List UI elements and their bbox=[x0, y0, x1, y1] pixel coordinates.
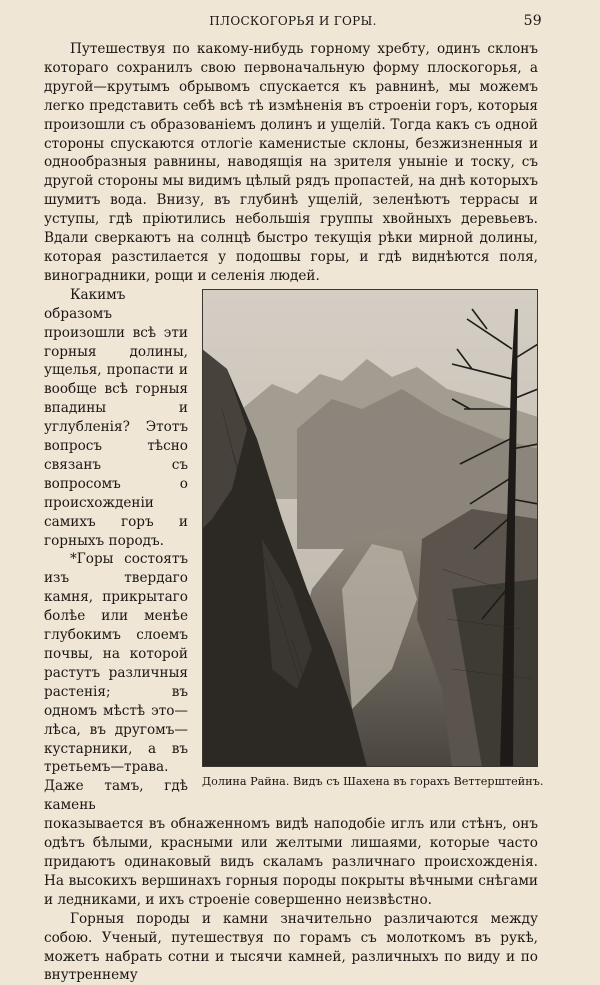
paragraph-4: Горныя породы и камни значительно различаются между собою. Ученый, путешествуя по горамъ съ молоткомъ въ рукѣ, можетъ набрать сотни и тысячи камней, различныхъ по виду и по внутреннему bbox=[44, 910, 538, 984]
paragraph-2: Какимъ образомъ произошли всѣ эти горныя долины, ущелья, пропасти и вообще всѣ горныя впадины и углубленія? Этотъ вопросъ тѣсно связанъ съ вопросомъ о происхожденіи самихъ горъ и горныхъ породъ. bbox=[44, 286, 188, 549]
mountain-valley-photo bbox=[202, 289, 538, 767]
running-head bbox=[44, 14, 542, 32]
paragraph-3: *Горы состоятъ изъ твердаго камня, прикрытаго болѣе или менѣе глубокимъ слоемъ почвы, на которой растутъ различныя растенія; въ одномъ мѣстѣ это—лѣса, въ другомъ—кустарники, а въ третьемъ—трава. Даже тамъ, гдѣ камень показывается въ обнаженномъ видѣ наподобіе иглъ или стѣнъ, онъ одѣтъ бѣлыми, красными или желтыми лишаями, которые часто придаютъ одинаковый видъ скаламъ различнаго происхожденія. На высокихъ вершинахъ горныя породы покрыты вѣчными снѣгами и ледниками, и ихъ строеніе совершенно неизвѣстно. bbox=[44, 551, 538, 908]
figure bbox=[202, 289, 544, 803]
body-text bbox=[44, 40, 544, 985]
page-number: 59 bbox=[523, 13, 542, 29]
paragraph-1: Путешествуя по какому-нибудь горному хребту, одинъ склонъ котораго сохранилъ свою первоначальную форму плоскогорья, а другой—крутымъ обрывомъ спускается къ равнинѣ, мы можемъ легко представить себѣ всѣ тѣ измѣненія въ строеніи горъ, которыя произошли съ образованіемъ долинъ и ущелій. Тогда какъ съ одной стороны спускаются отлогіе каменистые склоны, безжизненныя и однообразныя равнины, наводящія на зрителя уныніе и тоску, съ другой стороны мы видимъ цѣлый рядъ пропастей, на днѣ которыхъ шумитъ вода. Внизу, въ глубинѣ ущелій, зеленѣютъ террасы и уступы, гдѣ пріютились небольшія группы хвойныхъ деревьевъ. Вдали сверкаютъ на солнцѣ быстро текущія рѣки мирной долины, которая разстилается у подошвы горы, и гдѣ виднѣются поля, виноградники, рощи и селенія людей. bbox=[44, 41, 538, 284]
figure-caption: Долина Райна. Видъ съ Шахена въ горахъ Веттерштейнъ. bbox=[202, 774, 544, 788]
running-title: ПЛОСКОГОРЬЯ И ГОРЫ. bbox=[209, 14, 377, 28]
